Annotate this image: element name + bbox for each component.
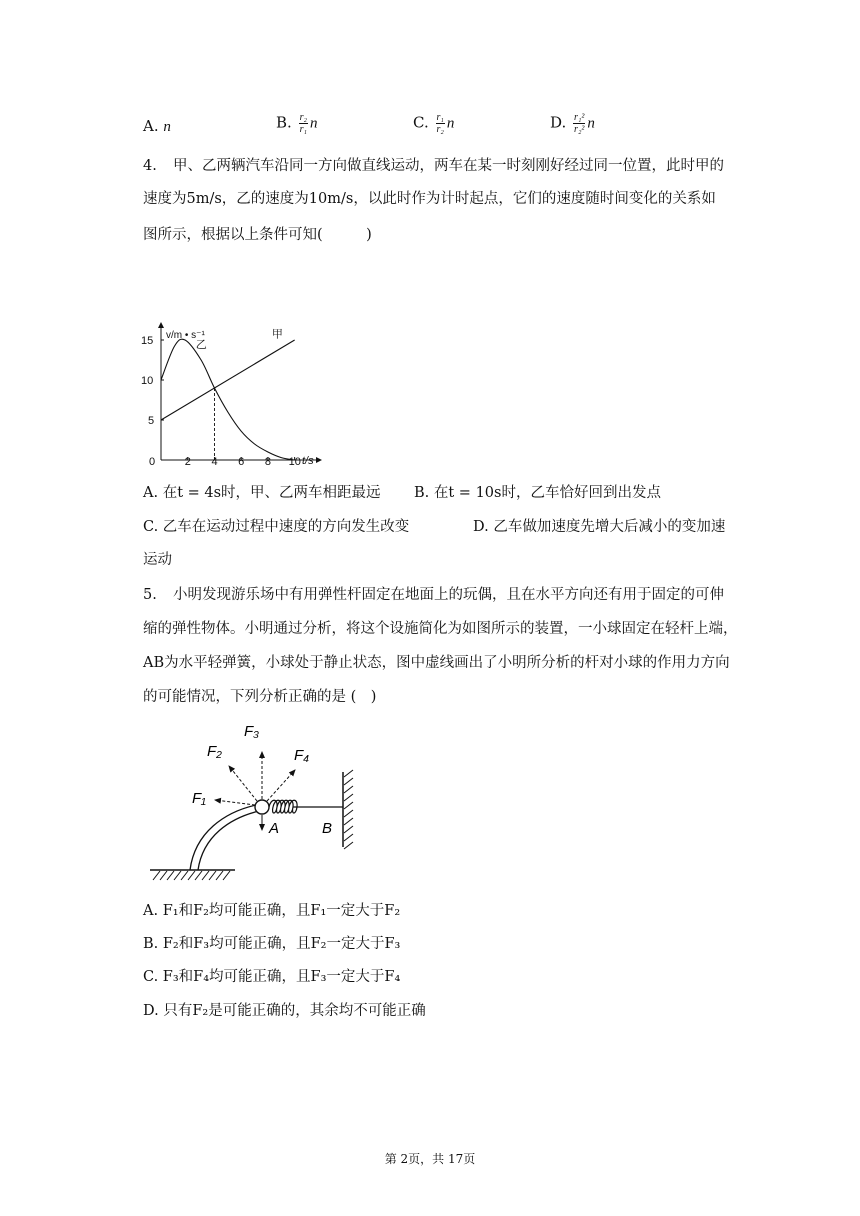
q5-line-1: 小明发现游乐场中有用弹性杆固定在地面上的玩偶，且在水平方向还有用于固定的可伸 bbox=[173, 587, 724, 603]
q4-option-a: A. 在t = 4s时，甲、乙两车相距最远 bbox=[143, 485, 381, 501]
a-label: A bbox=[269, 820, 280, 837]
q4-line-2: 速度为5m/s，乙的速度为10m/s，以此时作为计时起点，它们的速度随时间变化的关系如 bbox=[143, 191, 716, 207]
q4-option-b: B. 在t = 10s时，乙车恰好回到出发点 bbox=[414, 485, 661, 501]
q5-option-c: C. F₃和F₄均可能正确，且F₃一定大于F₄ bbox=[143, 969, 401, 985]
q4-number: 4. bbox=[143, 158, 157, 174]
q5-number: 5. bbox=[143, 587, 157, 603]
series-line-jia bbox=[161, 340, 295, 420]
x-tick-6: 6 bbox=[238, 456, 245, 468]
f1-arrow bbox=[215, 800, 255, 805]
q3-option-d: D. $\frac{\text{r₁²}}{\text{r₂²}}$ n bbox=[550, 112, 595, 135]
q3-option-c: C. $\frac{\text{r₁}}{\text{r₂}}$ n bbox=[413, 112, 455, 135]
x-tick-0: 0 bbox=[149, 456, 156, 468]
q5-option-d: D. 只有F₂是可能正确的，其余均不可能正确 bbox=[143, 1003, 426, 1019]
q5-option-a: A. F₁和F₂均可能正确，且F₁一定大于F₂ bbox=[143, 903, 401, 919]
page-footer: 第 2页，共 17页 bbox=[384, 1152, 476, 1166]
f3-label: F₃ bbox=[244, 723, 260, 740]
series-label-jia: 甲 bbox=[271, 328, 283, 341]
f4-label: F₄ bbox=[294, 747, 310, 764]
x-tick-2: 2 bbox=[184, 456, 191, 468]
q3-option-b: B. $\frac{\text{r₂}}{\text{r₁}}$ n bbox=[276, 112, 318, 135]
rod-right bbox=[198, 811, 259, 870]
velocity-time-chart bbox=[140, 320, 340, 475]
ground-hatch bbox=[153, 871, 230, 880]
q4-option-c: C. 乙车在运动过程中速度的方向发生改变 bbox=[143, 519, 410, 535]
ball bbox=[255, 800, 269, 814]
f1-label: F₁ bbox=[192, 790, 206, 807]
q5-line-3: AB为水平轻弹簧，小球处于静止状态，图中虚线画出了小明所分析的杆对小球的作用力方向 bbox=[143, 655, 730, 671]
y-tick-10: 10 bbox=[141, 375, 154, 387]
y-tick-15: 15 bbox=[141, 335, 154, 347]
x-axis-label: t/s bbox=[302, 455, 314, 467]
x-tick-8: 8 bbox=[264, 456, 272, 468]
b-label: B bbox=[322, 820, 333, 837]
q5-line-2: 缩的弹性物体。小明通过分析，将这个设施简化为如图所示的装置，一小球固定在轻杆上端， bbox=[143, 621, 738, 637]
y-tick-5: 5 bbox=[148, 415, 155, 427]
x-axis-arrow bbox=[316, 457, 322, 463]
q3-option-a: A. n bbox=[143, 117, 171, 135]
series-line-yi bbox=[161, 339, 295, 460]
x-tick-4: 4 bbox=[211, 456, 218, 468]
wall-hatch bbox=[344, 770, 353, 849]
q4-option-d-cont: 运动 bbox=[143, 552, 172, 568]
q4-option-d: D. 乙车做加速度先增大后减小的变加速 bbox=[473, 519, 726, 535]
f4-arrow bbox=[267, 770, 295, 801]
y-axis-label: v/m • s⁻¹ bbox=[166, 330, 205, 341]
x-tick-10: 10 bbox=[288, 456, 301, 468]
f2-label: F₂ bbox=[207, 743, 222, 760]
f2-arrow bbox=[229, 766, 257, 801]
spring-rod-figure bbox=[145, 722, 370, 884]
spring bbox=[269, 800, 343, 813]
force-arrows bbox=[215, 752, 295, 805]
y-axis-arrow bbox=[158, 322, 164, 328]
q4-line-3: 图所示，根据以上条件可知( ) bbox=[143, 227, 372, 243]
q5-line-4: 的可能情况，下列分析正确的是 ( ) bbox=[143, 689, 377, 705]
series-label-yi: 乙 bbox=[195, 339, 207, 351]
q5-option-b: B. F₂和F₃均可能正确，且F₂一定大于F₃ bbox=[143, 936, 401, 952]
q4-line-1: 甲、乙两辆汽车沿同一方向做直线运动，两车在某一时刻刚好经过同一位置，此时甲的 bbox=[173, 158, 724, 174]
